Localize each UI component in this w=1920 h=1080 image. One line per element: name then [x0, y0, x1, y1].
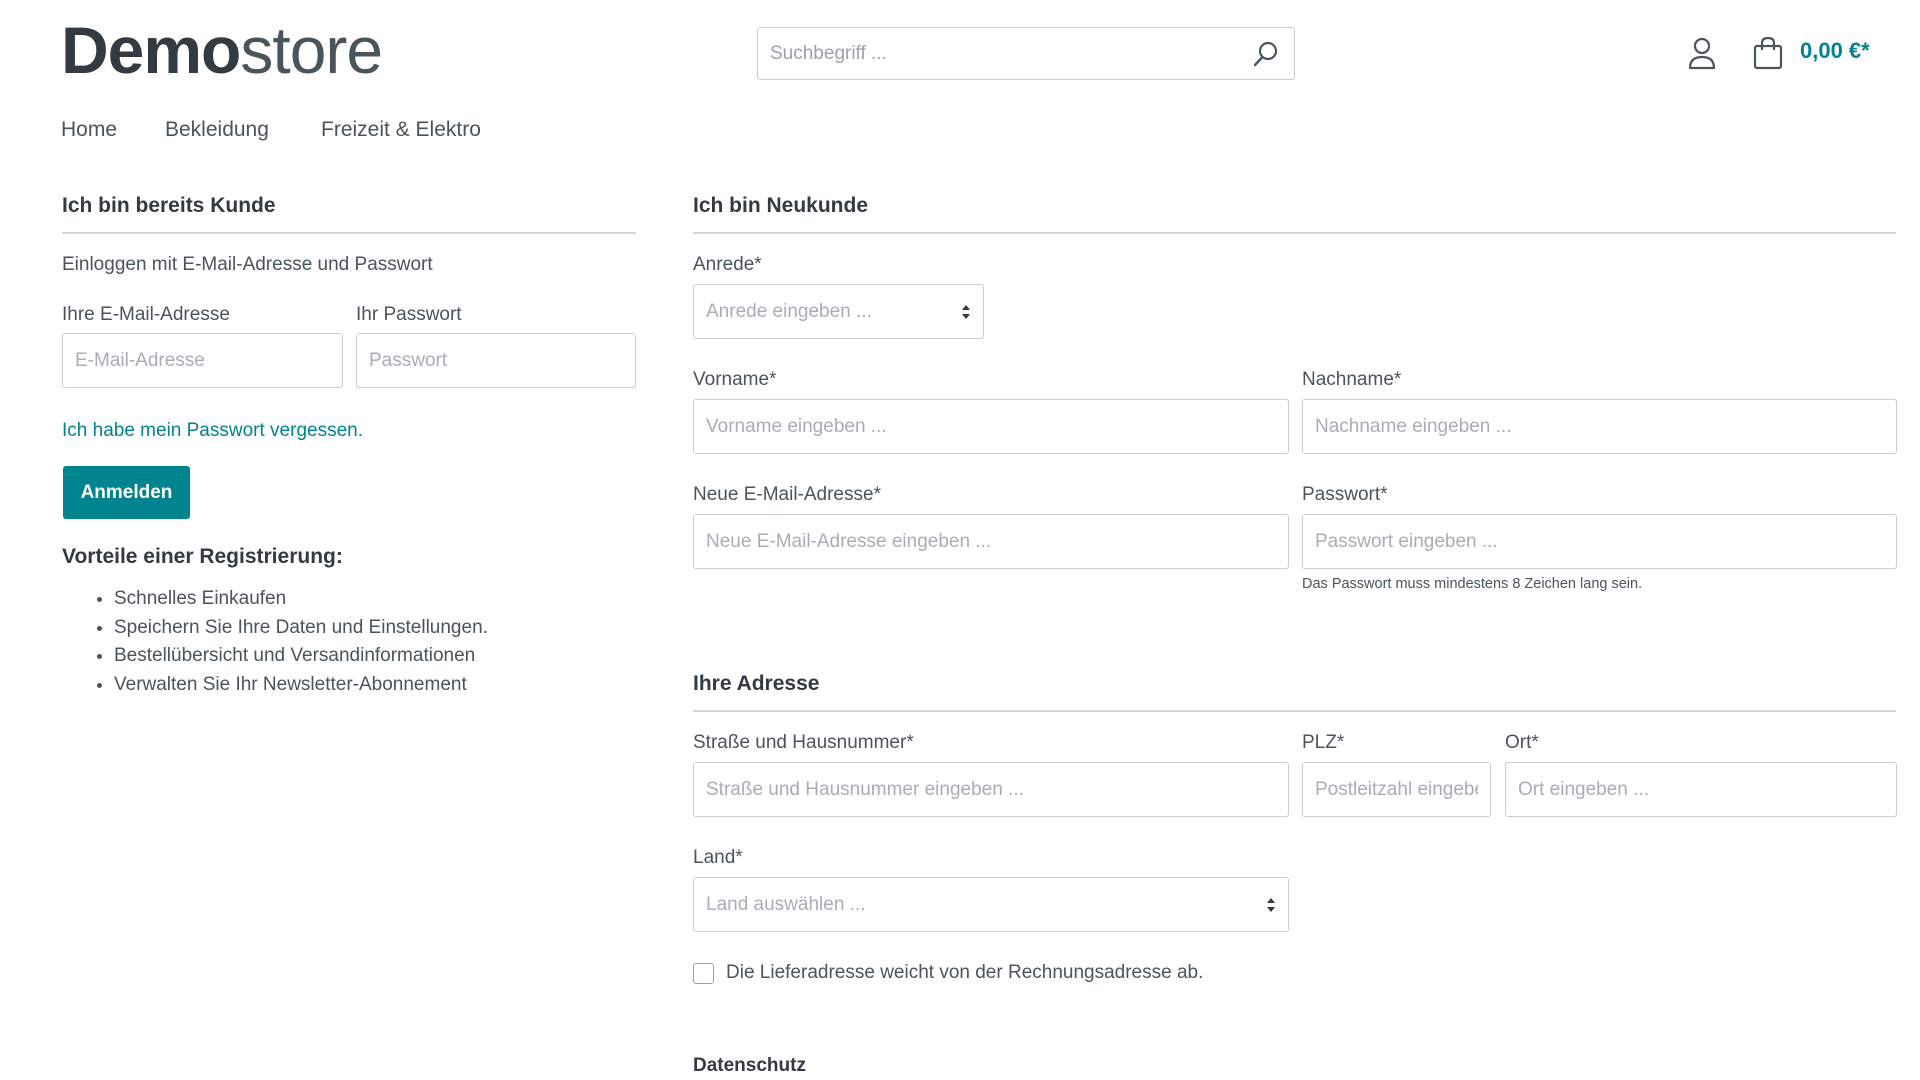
nav-item-freizeit-elektro[interactable]: Freizeit & Elektro [321, 118, 481, 141]
login-email-input[interactable] [62, 333, 343, 388]
select-arrows-icon [961, 304, 971, 320]
login-divider [62, 232, 636, 234]
country-select[interactable] [693, 877, 1289, 932]
salutation-placeholder: Anrede eingeben ... [706, 301, 872, 322]
search-box [757, 27, 1295, 80]
address-title: Ihre Adresse [693, 672, 820, 695]
benefit-item: • Verwalten Sie Ihr Newsletter-Abonnement [114, 671, 488, 700]
benefit-item: • Schnelles Einkaufen [114, 585, 488, 614]
nav-item-home[interactable]: Home [61, 118, 118, 141]
register-divider [693, 232, 1896, 234]
country-label: Land* [693, 847, 743, 868]
salutation-label: Anrede* [693, 254, 762, 275]
street-label: Straße und Hausnummer* [693, 732, 914, 753]
register-password-label: Passwort* [1302, 484, 1388, 505]
benefits-title: Vorteile einer Registrierung: [62, 545, 343, 568]
cart-total[interactable]: 0,00 €* [1800, 38, 1870, 63]
different-shipping-label[interactable]: Die Lieferadresse weicht von der Rechnungsadresse ab. [726, 962, 1204, 983]
benefit-item: • Bestellübersicht und Versandinformationen [114, 642, 488, 671]
register-email-label: Neue E-Mail-Adresse* [693, 484, 881, 505]
login-email-label: Ihre E-Mail-Adresse [62, 304, 230, 325]
benefit-item: • Speichern Sie Ihre Daten und Einstellungen. [114, 614, 488, 643]
salutation-select[interactable] [693, 284, 984, 339]
forgot-password-link[interactable]: Ich habe mein Passwort vergessen. [62, 420, 363, 441]
search-input[interactable] [758, 28, 1252, 79]
lastname-label: Nachname* [1302, 369, 1402, 390]
benefits-list [62, 585, 488, 699]
account-icon[interactable] [1687, 36, 1717, 70]
city-input[interactable] [1505, 762, 1897, 817]
login-password-input[interactable] [356, 333, 636, 388]
logo-light-text: store [240, 13, 383, 87]
zip-input[interactable] [1302, 762, 1491, 817]
cart-icon[interactable] [1752, 36, 1784, 70]
password-hint: Das Passwort muss mindestens 8 Zeichen lang sein. [1302, 576, 1643, 592]
address-divider [693, 710, 1896, 712]
firstname-label: Vorname* [693, 369, 777, 390]
search-icon[interactable] [1252, 40, 1280, 68]
register-password-input[interactable] [1302, 514, 1897, 569]
nav-item-bekleidung[interactable]: Bekleidung [165, 118, 269, 141]
street-input[interactable] [693, 762, 1289, 817]
register-title: Ich bin Neukunde [693, 194, 869, 217]
register-email-input[interactable] [693, 514, 1289, 569]
store-logo[interactable] [61, 14, 382, 86]
zip-label: PLZ* [1302, 732, 1345, 753]
select-arrows-icon [1266, 897, 1276, 913]
logo-bold-text: Demo [61, 13, 241, 87]
different-shipping-checkbox[interactable] [693, 963, 714, 984]
country-placeholder: Land auswählen ... [706, 894, 866, 915]
login-title: Ich bin bereits Kunde [62, 194, 276, 217]
login-password-label: Ihr Passwort [356, 304, 462, 325]
lastname-input[interactable] [1302, 399, 1897, 454]
privacy-title: Datenschutz [693, 1055, 806, 1076]
login-button[interactable]: Anmelden [63, 466, 190, 519]
firstname-input[interactable] [693, 399, 1289, 454]
city-label: Ort* [1505, 732, 1539, 753]
login-intro: Einloggen mit E-Mail-Adresse und Passwort [62, 254, 433, 275]
